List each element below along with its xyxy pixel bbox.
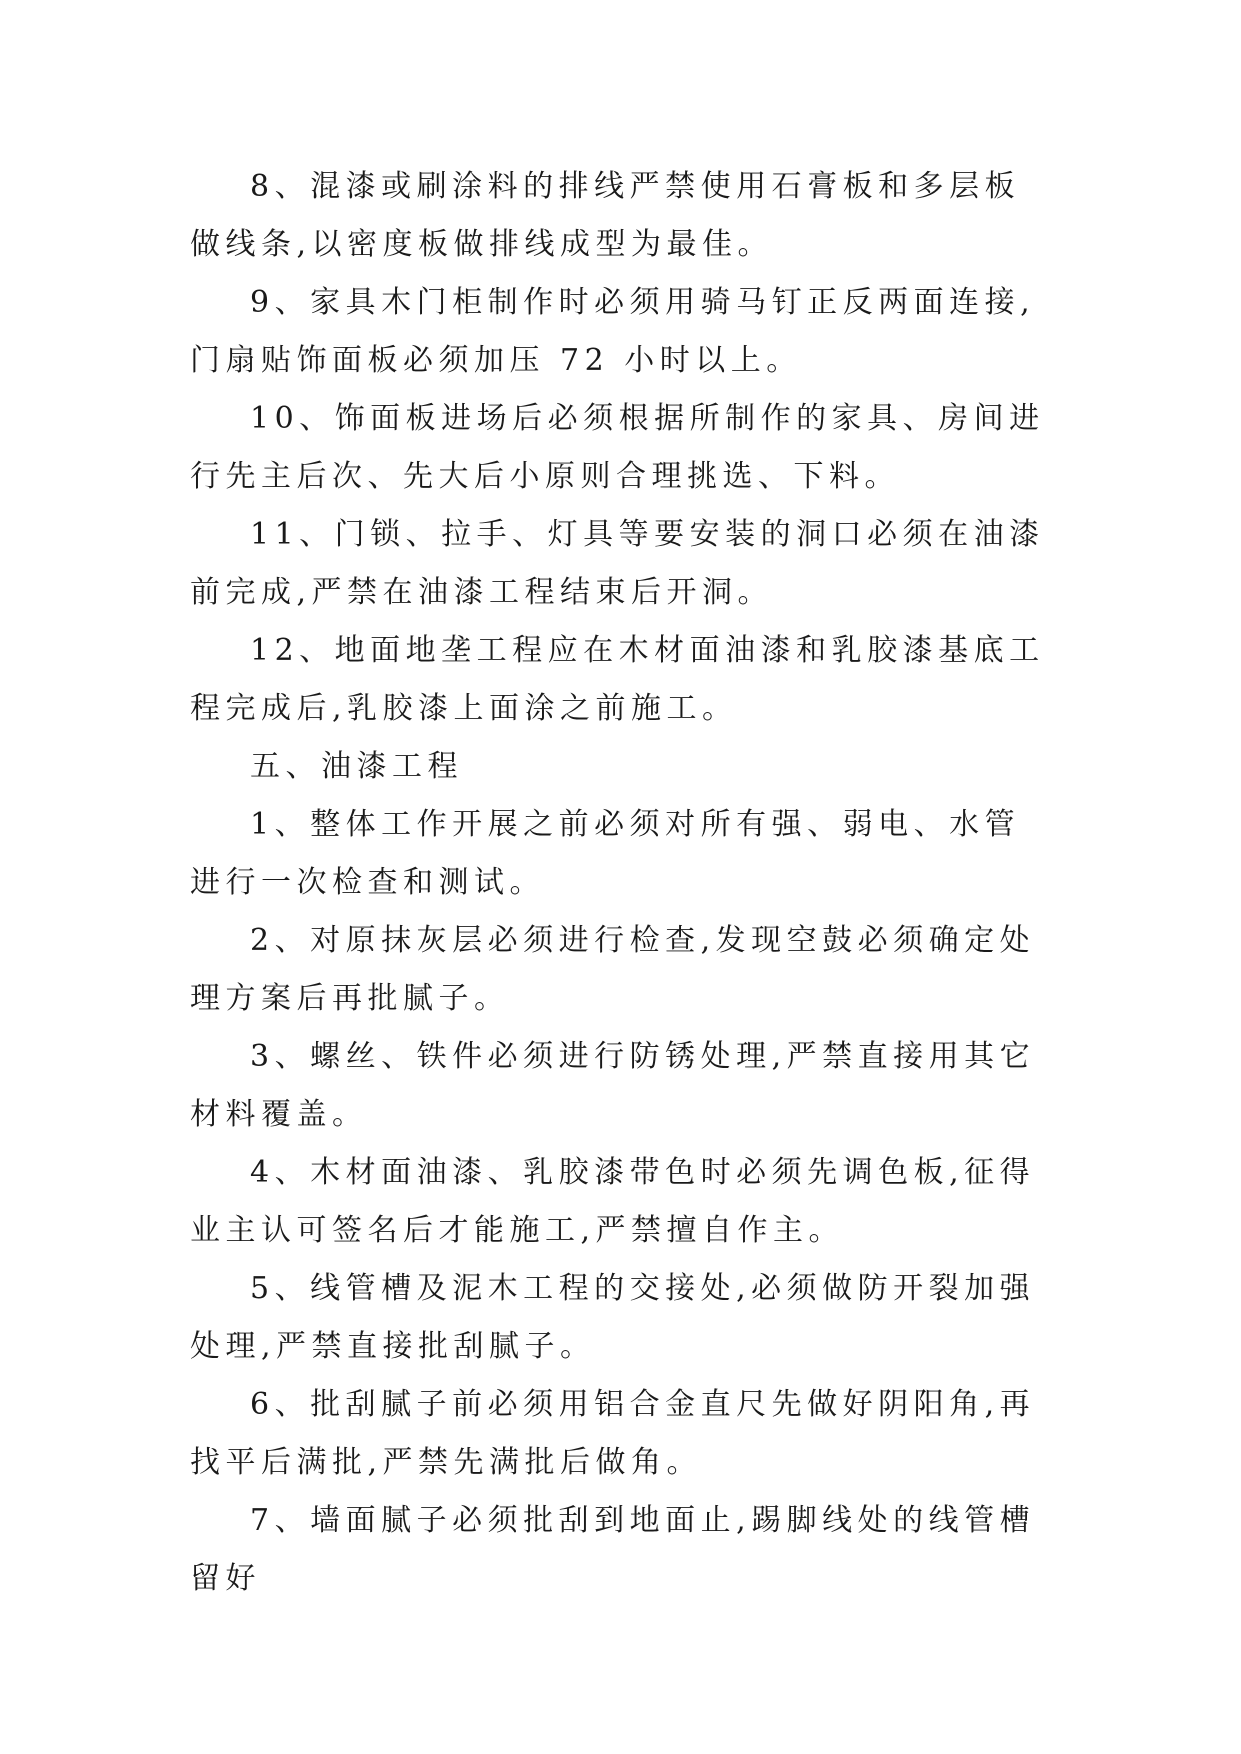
paragraph-item-8: 8、混漆或刷涂料的排线严禁使用石膏板和多层板做线条,以密度板做排线成型为最佳。 (190, 169, 1021, 262)
paragraph-item-4: 4、木材面油漆、乳胶漆带色时必须先调色板,征得业主认可签名后才能施工,严禁擅自作主。 (190, 1155, 1036, 1248)
section-heading-painting: 五、油漆工程 (250, 749, 463, 784)
paragraph-item-2: 2、对原抹灰层必须进行检查,发现空鼓必须确定处理方案后再批腻子。 (190, 923, 1036, 1016)
paragraph-item-9: 9、家具木门柜制作时必须用骑马钉正反两面连接,门扇贴饰面板必须加压 72 小时以上。 (190, 285, 1036, 378)
paragraph-item-5: 5、线管槽及泥木工程的交接处,必须做防开裂加强处理,严禁直接批刮腻子。 (190, 1271, 1036, 1364)
paragraph-item-12: 12、地面地垄工程应在木材面油漆和乳胶漆基底工程完成后,乳胶漆上面涂之前施工。 (190, 633, 1045, 726)
paragraph-item-6: 6、批刮腻子前必须用铝合金直尺先做好阴阳角,再找平后满批,严禁先满批后做角。 (190, 1387, 1036, 1480)
paragraph-item-3: 3、螺丝、铁件必须进行防锈处理,严禁直接用其它材料覆盖。 (190, 1039, 1036, 1132)
document-body (190, 158, 1050, 1608)
paragraph-item-1: 1、整体工作开展之前必须对所有强、弱电、水管进行一次检查和测试。 (190, 807, 1021, 900)
paragraph-item-10: 10、饰面板进场后必须根据所制作的家具、房间进行先主后次、先大后小原则合理挑选、下料。 (190, 401, 1045, 494)
paragraph-item-11: 11、门锁、拉手、灯具等要安装的洞口必须在油漆前完成,严禁在油漆工程结束后开洞。 (190, 517, 1045, 610)
paragraph-item-7: 7、墙面腻子必须批刮到地面止,踢脚线处的线管槽留好 (190, 1503, 1036, 1596)
